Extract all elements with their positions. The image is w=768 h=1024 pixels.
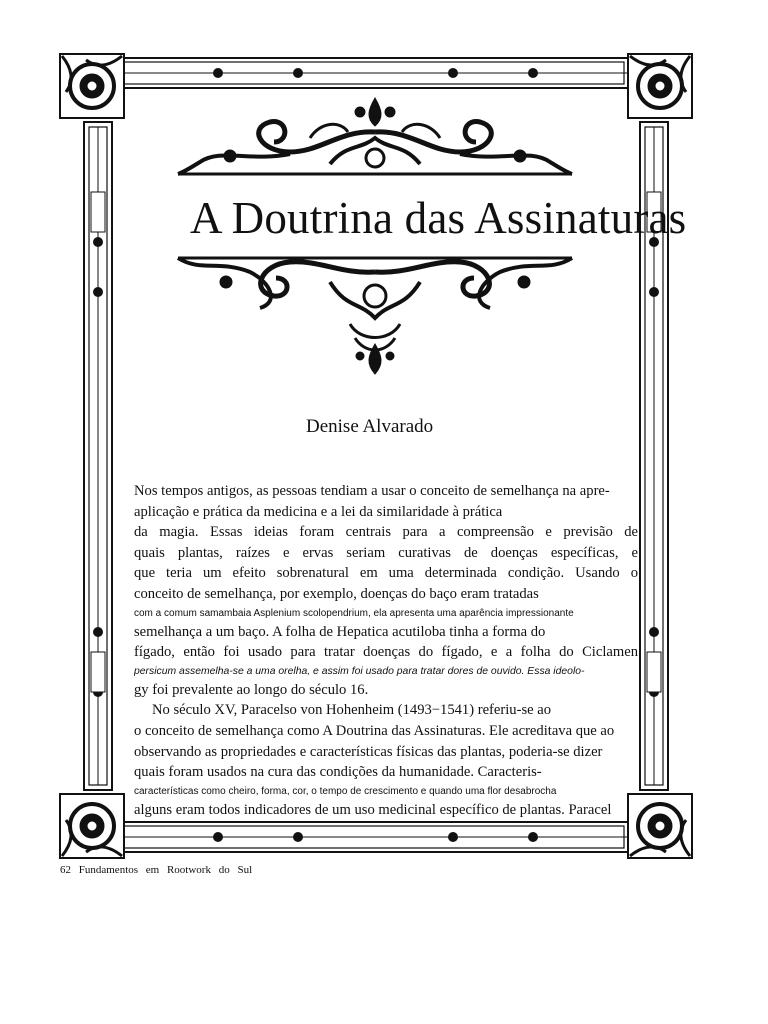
body-line: conceito de semelhança, por exemplo, doenças do baço eram tratadas	[134, 585, 539, 602]
page-footer: 62 Fundamentos em Rootwork do Sul	[60, 864, 253, 876]
body-line: persicum assemelha-se a uma orelha, e assim foi usado para tratar dores de ouvido. Essa ideolo-	[134, 665, 585, 677]
body-line: semelhança a um baço. A folha de Hepatica acutiloba tinha a forma do	[134, 623, 546, 640]
body-text	[134, 481, 638, 820]
body-line: com a comum samambaia Asplenium scolopendrium, ela apresenta uma aparência impressionante	[134, 607, 574, 619]
body-line: observando as propriedades e características físicas das plantas, poderia-se dizer	[134, 743, 603, 760]
bottom-flourish-ornament	[170, 252, 580, 378]
body-line: características como cheiro, forma, cor, o tempo de crescimento e quando uma flor desabrocha	[134, 785, 557, 797]
body-line: aplicação e prática da medicina e a lei da similaridade à prática	[134, 503, 503, 520]
body-line: Nos tempos antigos, as pessoas tendiam a usar o conceito de semelhança na apre-	[134, 483, 610, 499]
body-line: que teria um efeito sobrenatural em uma determinada condição. Usando o	[134, 565, 638, 582]
body-line: No século XV, Paracelso von Hohenheim (1493−1541) referiu-se ao	[152, 702, 552, 719]
page-title: A Doutrina das Assinaturas	[190, 193, 687, 243]
body-line: quais foram usados na cura das condições da humanidade. Caracteris-	[134, 764, 542, 781]
body-line: fígado, então foi usado para tratar doenças do fígado, e a folha do Ciclamen	[134, 644, 638, 661]
body-line: quais plantas, raízes e ervas seriam curativas de doenças específicas, e	[134, 544, 638, 561]
body-line: da magia. Essas ideias foram centrais para a compreensão e previsão de	[134, 524, 638, 541]
body-line: gy foi prevalente ao longo do século 16.	[134, 681, 369, 698]
top-flourish-ornament	[170, 92, 580, 180]
body-line: o conceito de semelhança como A Doutrina das Assinaturas. Ele acreditava que ao	[134, 722, 615, 739]
author-name: Denise Alvarado	[306, 416, 434, 437]
body-line: alguns eram todos indicadores de um uso medicinal específico de plantas. Paracel	[134, 801, 612, 818]
